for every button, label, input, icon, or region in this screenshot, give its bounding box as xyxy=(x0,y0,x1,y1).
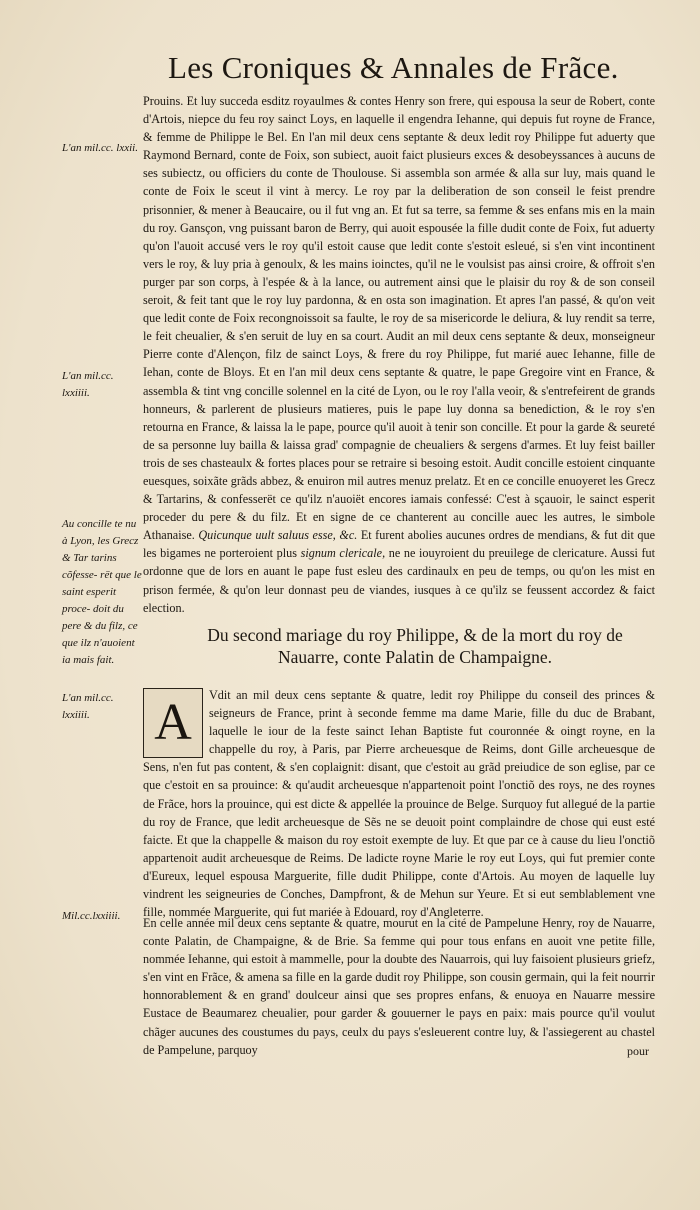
catchword: pour xyxy=(627,1044,649,1058)
body-paragraph-3 xyxy=(143,914,655,1064)
latin-quote: Quicunque uult saluus esse, &c. xyxy=(198,528,358,543)
paragraph-text: ne ne iouyroient du preuilege de clericature. Aussi fut ordonne que de lors en auant le pape fust esleu des cardinaulx en peu de temps, ou qu'on les mist en prison fermée, & qu'on leur donnast peu de viandes, iusques à ce qu'ilz se feussent accordez & faict election. xyxy=(143,546,656,615)
paragraph-text: En celle année mil deux cens septante & quatre, mourut en la cité de Pampelune Henry, roy de Nauarre, conte Palatin, de Champaigne, & de Brie. Sa femme qui pour tous enfans en auoit vne petite fille, nommée Iehanne, qui estoit à mammelle, pour la doubte des Nauarrois, qui luy faisoient plusieurs griefz, s'en vint en Frãce, & amena sa fille en la garde dudit roy Philippe, son cousin germain, qui la feit nourrir honnorablement & en grand' doulceur ainsi que ses propres enfans, & enuoya en Nauarre messire Eustace de Beaumarez cheualier, pour garder & gouuerner le pays en paix: mais pource qu'il voulut chãger aucunes des coustumes du pays, ceulx du pays s'esleuerent contre luy, & l'assiegerent au chastel de Pampelune, parquoy xyxy=(143,916,655,1057)
paragraph-text: Prouins. Et luy succeda esditz royaulmes & contes Henry son frere, qui espousa la seur de Robert, conte d'Artois, niepce du feu roy sainct Loys, en laquelle il engendra Iehanne, qui depuis fut royne de France, & femme de Philippe le Bel. En l'an mil deux cens septante & deux ledit roy Philippe fut aduerty que Raymond Bernard, conte de Foix, son subiect, auoit faict plusieurs exces & desobeyssances à aucuns de ses subiectz, ou officiers du conte de Thoulouse. Si assembla son armée & alla sur luy, mais quand le conte de Foix le sceut il vint à mercy. Le roy par la deliberation de son conseil le feist prendre prisonnier, & mener à Beaucaire, ou il fut vng an. Et fut sa terre, sa femme & ses enfans mis en la main du roy. Gansçon, vng puissant baron de Berry, qui auoit espousée la fille dudit conte de Foix, fut aduerty qu'on l'auoit accusé vers le roy qu'il estoit cause que ledit conte s'estoit esleué, si s'en vint incontinent vers le roy, & luy pria à genoulx, & les mains ioinctes, qu'il ne le voulsist pas ainsi croire, & offroit s'en purger par son corps, à l'espée & à la lance, ou autrement ainsi que le plaisir du roy & de son conseil seroit, & feit tant que le roy luy pardonna, & en osta son imagination. Et apres l'an passé, & qu'on veit que ledit conte de Foix recongnoissoit sa faulte, le roy de sa misericorde le deliura, & luy rendit sa terre, le feit cheualier, & s'en seruit de luy en sa court. Audit an mil deux cens septante & deux, monseigneur Pierre conte d'Alençon, filz de sainct Loys, & frere du roy Philippe, fut marié auec Iehanne, fille de Iehan, conte de Bloys. Et en l'an mil deux cens septante & quatre, le pape Gregoire vint en France, & assembla & tint vng concille solennel en la cité de Lyon, ou le roy l'alla veoir, & s'entrefeirent de grands honneurs, & parlerent de plusieurs matieres, puis le pape luy donna sa benediction, & le roy s'en retourna en France, & laissa la le pape, pource qu'il auoit à tenir son concille. Et pour la garde & seureté de sa personne luy bailla & laissa grad' compagnie de cheualiers & sergens d'armes. Et luy feist bailler trois de ses chasteaulx & fortes places pour se retraire si besoing estoit. Audit concille estoient cinquante euesques, soixãte grãds abbez, & enuiron mil autres menuz prelatz. Et en ce concille enuoyeret les Grecz & Tartarins, & confesserët ce qu'ilz n'auoiët encores iamais confessé: C'est à sçauoir, le sainct esperit proceder du pere & du filz. Et en signe de ce chanterent au concille auec les autres, le simbole Athanaise. xyxy=(143,94,655,543)
paragraph-text: Vdit an mil deux cens septante & quatre, ledit roy Philippe du conseil des princes & seigneurs de France, print à seconde femme ma dame Marie, fille du duc de Brabant, laquelle le iour de la feste sainct Iehan Baptiste fut couronnée & oingt royne, en la chappelle du roy, à Paris, par Pierre archeuesque de Reims, dont Gille archeuesque de Sens, n'en fut pas content, & s'en coplaignit: disant, que c'estoit au grãd preiudice de son eglise, par ce que c'estoit en sa prouince: & qu'audit archeuesque n'appartenoit point l'onctiõ des roys, ne des roynes de Frãce, hors la prouince, qui est dicte & appellée la prouince de Belge. Surquoy fut allegué de la partie du roy de France, que ledit archeuesque de Sẽs ne se deuoit point complaindre de chose qui eust esté faicte. Et que la chappelle & maison du roy estoit exempte de luy. Et que par ce à cause du lieu l'onctiõ appartenoit audit archeuesque de Reims. De ladicte royne Marie le roy eut Loys, qui fut premier conte d'Eureux, lequel espousa Marguerite, fille dudit Philippe, conte d'Artois. Au moyen de laquelle luy vindrent les seigneuries de Conches, Dampfront, & de Mehun sur Yeure. Et si eut semblablement vne fille, nommée Marguerite, qui fut mariée à Edouard, roy d'Angleterre. xyxy=(143,688,655,920)
section-heading: Du second mariage du roy Philippe, & de la mort du roy de Nauarre, conte Palatin de Champaigne. xyxy=(207,625,623,667)
latin-phrase: signum clericale, xyxy=(300,546,386,561)
decorated-initial: A xyxy=(143,688,203,758)
margin-note-year-1274-b: L'an mil.cc. lxxiiii. xyxy=(62,692,114,721)
paragraph-text: Et furent abolies aucunes ordres de mendians, & fut dit que les bigames ne porteroient plus xyxy=(143,528,655,561)
body-paragraph-1 xyxy=(143,92,655,620)
margin-note-year-1274: L'an mil.cc. lxxiiii. xyxy=(62,370,114,399)
margin-note-year-1272: L'an mil.cc. lxxii. xyxy=(62,142,138,154)
margin-note-mil-cc-lxxiiii: Mil.cc.lxxiiii. xyxy=(62,910,121,922)
page-title: Les Croniques & Annales de Frãce. xyxy=(168,50,619,85)
margin-note-council-lyon: Au concille te nu à Lyon, les Grecz & Tar tarins cõfesse- rët que le saint esperit proce- doit du pere & du filz, ce que ilz n'auoient ia mais fait. xyxy=(62,518,142,666)
